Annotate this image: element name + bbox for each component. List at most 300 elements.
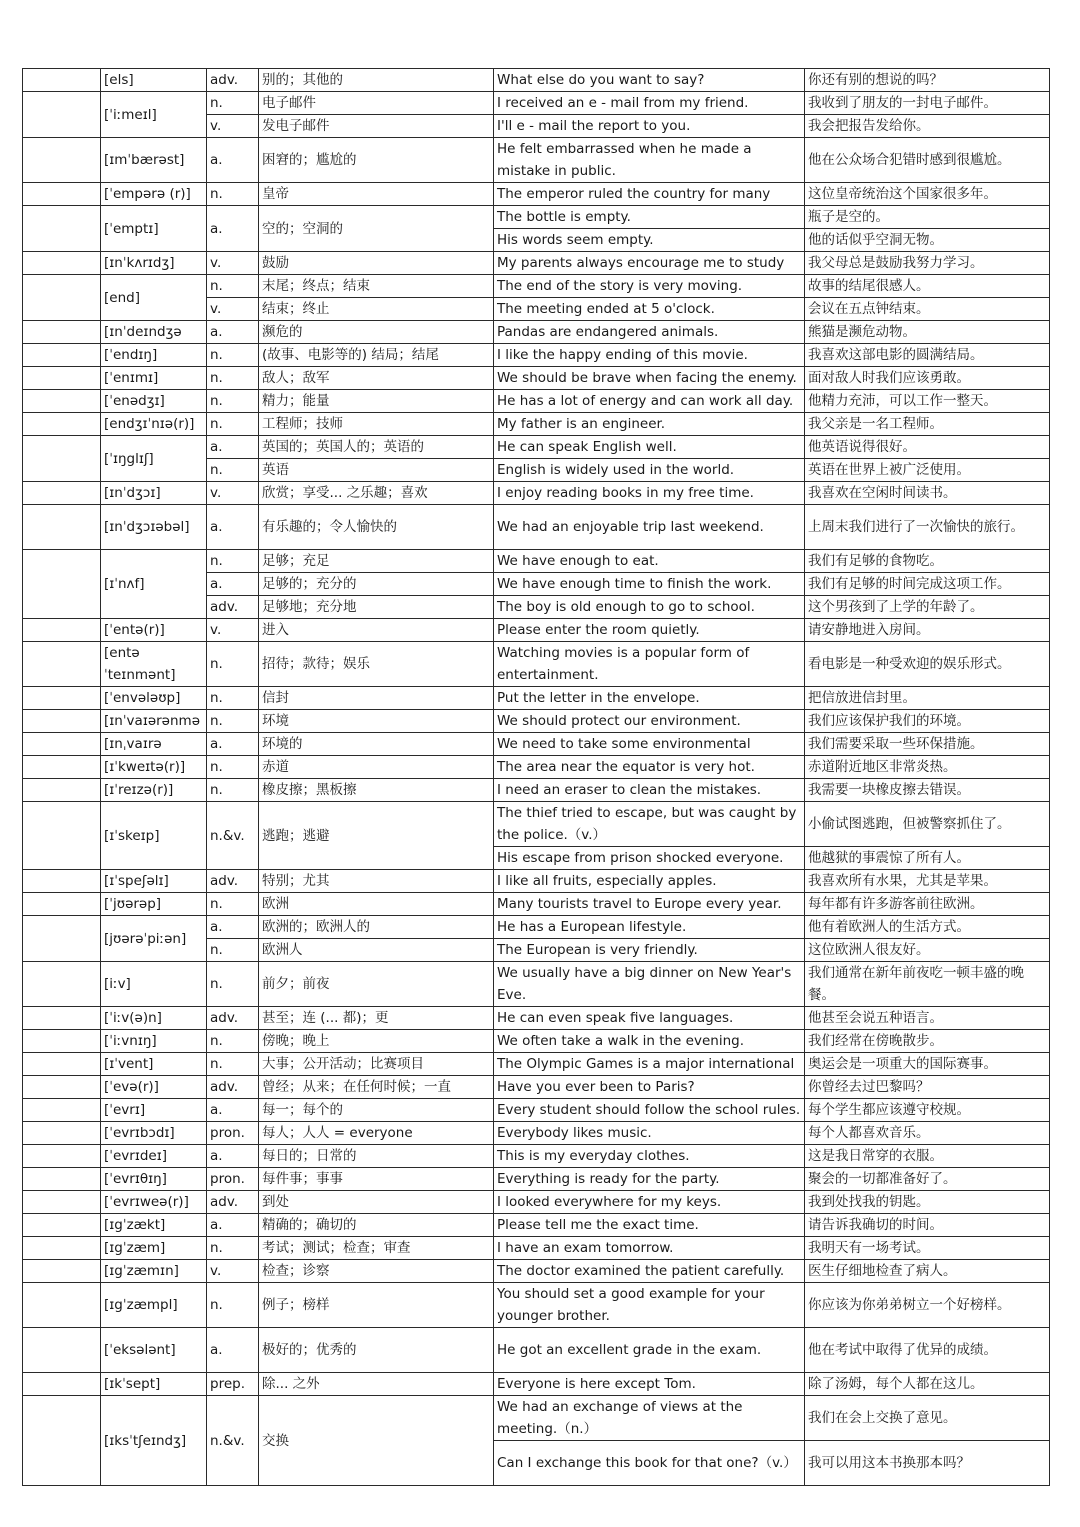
chinese-meaning-cell: 电子邮件 <box>259 92 494 115</box>
example-sentence-cell: We should protect our environment. <box>494 710 805 733</box>
example-translation-cell: 我到处找我的钥匙。 <box>805 1191 1050 1214</box>
word-cell <box>23 550 101 619</box>
chinese-meaning-cell: 大事；公开活动；比赛项目 <box>259 1053 494 1076</box>
chinese-meaning-cell: 招待；款待；娱乐 <box>259 642 494 687</box>
example-sentence-cell: My parents always encourage me to study <box>494 252 805 275</box>
word-cell <box>23 733 101 756</box>
example-translation-cell: 熊猫是濒危动物。 <box>805 321 1050 344</box>
word-cell <box>23 321 101 344</box>
part-of-speech-cell: n. <box>207 962 259 1007</box>
word-cell <box>23 183 101 206</box>
example-translation-cell: 瓶子是空的。 <box>805 206 1050 229</box>
part-of-speech-cell: pron. <box>207 1122 259 1145</box>
example-sentence-cell: Please enter the room quietly. <box>494 619 805 642</box>
word-cell <box>23 1396 101 1486</box>
example-sentence-cell: Everyone is here except Tom. <box>494 1373 805 1396</box>
table-row <box>23 710 1050 733</box>
example-sentence-cell: Please tell me the exact time. <box>494 1214 805 1237</box>
table-row <box>23 321 1050 344</box>
example-translation-cell: 他越狱的事震惊了所有人。 <box>805 847 1050 870</box>
part-of-speech-cell: n. <box>207 413 259 436</box>
phonetic-cell: [ˈiːvnɪŋ] <box>101 1030 207 1053</box>
part-of-speech-cell: a. <box>207 321 259 344</box>
word-cell <box>23 413 101 436</box>
table-row <box>23 206 1050 229</box>
chinese-meaning-cell: 发电子邮件 <box>259 115 494 138</box>
part-of-speech-cell: v. <box>207 482 259 505</box>
chinese-meaning-cell: 末尾；终点；结束 <box>259 275 494 298</box>
word-cell <box>23 870 101 893</box>
phonetic-cell: [ɪgˈzækt] <box>101 1214 207 1237</box>
table-row <box>23 1030 1050 1053</box>
table-row <box>23 505 1050 550</box>
table-row <box>23 1053 1050 1076</box>
example-translation-cell: 我会把报告发给你。 <box>805 115 1050 138</box>
word-cell <box>23 1168 101 1191</box>
example-translation-cell: 我们有足够的食物吃。 <box>805 550 1050 573</box>
example-translation-cell: 我可以用这本书换那本吗？ <box>805 1441 1050 1486</box>
table-row <box>23 1191 1050 1214</box>
example-translation-cell: 把信放进信封里。 <box>805 687 1050 710</box>
phonetic-cell: [ɪnˈkʌrɪdʒ] <box>101 252 207 275</box>
chinese-meaning-cell: 濒危的 <box>259 321 494 344</box>
example-sentence-cell: He got an excellent grade in the exam. <box>494 1328 805 1373</box>
example-sentence-cell: We usually have a big dinner on New Year's Eve. <box>494 962 805 1007</box>
table-row <box>23 1237 1050 1260</box>
example-sentence-cell: We had an enjoyable trip last weekend. <box>494 505 805 550</box>
phonetic-cell: [ˈemptɪ] <box>101 206 207 252</box>
phonetic-cell: [ɪksˈtʃeɪndʒ] <box>101 1396 207 1486</box>
table-row <box>23 756 1050 779</box>
word-cell <box>23 69 101 92</box>
example-translation-cell: 他精力充沛，可以工作一整天。 <box>805 390 1050 413</box>
vocabulary-sheet <box>22 68 1050 1486</box>
example-sentence-cell: Pandas are endangered animals. <box>494 321 805 344</box>
part-of-speech-cell: v. <box>207 1260 259 1283</box>
word-cell <box>23 687 101 710</box>
table-row <box>23 916 1050 939</box>
phonetic-cell: [ˈiːv(ə)n] <box>101 1007 207 1030</box>
chinese-meaning-cell: 英语 <box>259 459 494 482</box>
example-sentence-cell: His words seem empty. <box>494 229 805 252</box>
part-of-speech-cell: n. <box>207 1053 259 1076</box>
phonetic-cell: [iːv] <box>101 962 207 1007</box>
chinese-meaning-cell: 信封 <box>259 687 494 710</box>
word-cell <box>23 390 101 413</box>
chinese-meaning-cell: 敌人；敌军 <box>259 367 494 390</box>
chinese-meaning-cell: 精确的；确切的 <box>259 1214 494 1237</box>
table-row <box>23 1007 1050 1030</box>
example-translation-cell: 聚会的一切都准备好了。 <box>805 1168 1050 1191</box>
word-cell <box>23 1214 101 1237</box>
phonetic-cell: [ɪˈkweɪtə(r)] <box>101 756 207 779</box>
chinese-meaning-cell: 每一；每个的 <box>259 1099 494 1122</box>
phonetic-cell: [ɪnˈdʒɔɪəbəl] <box>101 505 207 550</box>
phonetic-cell: [ˈenvələʊp] <box>101 687 207 710</box>
part-of-speech-cell: a. <box>207 1145 259 1168</box>
chinese-meaning-cell: 检查；诊察 <box>259 1260 494 1283</box>
table-row <box>23 1076 1050 1099</box>
part-of-speech-cell: adv. <box>207 1191 259 1214</box>
word-cell <box>23 275 101 321</box>
part-of-speech-cell: n. <box>207 939 259 962</box>
chinese-meaning-cell: 工程师；技师 <box>259 413 494 436</box>
example-sentence-cell: English is widely used in the world. <box>494 459 805 482</box>
part-of-speech-cell: n. <box>207 367 259 390</box>
word-cell <box>23 1373 101 1396</box>
word-cell <box>23 344 101 367</box>
part-of-speech-cell: n. <box>207 756 259 779</box>
phonetic-cell: [ɪnˈvaɪərənmə <box>101 710 207 733</box>
part-of-speech-cell: v. <box>207 252 259 275</box>
phonetic-cell: [ˈiːmeɪl] <box>101 92 207 138</box>
table-row <box>23 1145 1050 1168</box>
part-of-speech-cell: n. <box>207 687 259 710</box>
part-of-speech-cell: a. <box>207 573 259 596</box>
word-cell <box>23 1099 101 1122</box>
chinese-meaning-cell: 足够的；充分的 <box>259 573 494 596</box>
example-translation-cell: 你曾经去过巴黎吗？ <box>805 1076 1050 1099</box>
example-translation-cell: 这位皇帝统治这个国家很多年。 <box>805 183 1050 206</box>
chinese-meaning-cell: 欧洲人 <box>259 939 494 962</box>
part-of-speech-cell: adv. <box>207 870 259 893</box>
part-of-speech-cell: n. <box>207 183 259 206</box>
part-of-speech-cell: v. <box>207 115 259 138</box>
chinese-meaning-cell: 皇帝 <box>259 183 494 206</box>
word-cell <box>23 367 101 390</box>
part-of-speech-cell: v. <box>207 619 259 642</box>
phonetic-cell: [ˈjʊərəp] <box>101 893 207 916</box>
word-cell <box>23 1260 101 1283</box>
chinese-meaning-cell: 精力；能量 <box>259 390 494 413</box>
part-of-speech-cell: n. <box>207 1237 259 1260</box>
phonetic-cell: [ɪgˈzæmɪn] <box>101 1260 207 1283</box>
part-of-speech-cell: n. <box>207 1030 259 1053</box>
chinese-meaning-cell: 欣赏；享受... 之乐趣；喜欢 <box>259 482 494 505</box>
word-cell <box>23 1237 101 1260</box>
phonetic-cell: [ˈeksələnt] <box>101 1328 207 1373</box>
word-cell <box>23 619 101 642</box>
table-row <box>23 482 1050 505</box>
table-row <box>23 779 1050 802</box>
example-translation-cell: 我明天有一场考试。 <box>805 1237 1050 1260</box>
example-sentence-cell: Everything is ready for the party. <box>494 1168 805 1191</box>
word-cell <box>23 710 101 733</box>
part-of-speech-cell: a. <box>207 916 259 939</box>
example-translation-cell: 赤道附近地区非常炎热。 <box>805 756 1050 779</box>
phonetic-cell: [ɪˈreɪzə(r)] <box>101 779 207 802</box>
example-sentence-cell: Have you ever been to Paris? <box>494 1076 805 1099</box>
part-of-speech-cell: adv. <box>207 596 259 619</box>
example-sentence-cell: I received an e - mail from my friend. <box>494 92 805 115</box>
example-translation-cell: 我们通常在新年前夜吃一顿丰盛的晚餐。 <box>805 962 1050 1007</box>
phonetic-cell: [els] <box>101 69 207 92</box>
chinese-meaning-cell: 足够地；充分地 <box>259 596 494 619</box>
chinese-meaning-cell: 英国的；英国人的；英语的 <box>259 436 494 459</box>
word-cell <box>23 802 101 870</box>
example-sentence-cell: The area near the equator is very hot. <box>494 756 805 779</box>
example-sentence-cell: The doctor examined the patient carefully. <box>494 1260 805 1283</box>
word-cell <box>23 482 101 505</box>
example-translation-cell: 我们经常在傍晚散步。 <box>805 1030 1050 1053</box>
example-translation-cell: 我需要一块橡皮擦去错误。 <box>805 779 1050 802</box>
phonetic-cell: [ˈevə(r)] <box>101 1076 207 1099</box>
example-sentence-cell: The emperor ruled the country for many <box>494 183 805 206</box>
chinese-meaning-cell: 橡皮擦；黑板擦 <box>259 779 494 802</box>
example-translation-cell: 他英语说得很好。 <box>805 436 1050 459</box>
example-sentence-cell: The boy is old enough to go to school. <box>494 596 805 619</box>
chinese-meaning-cell: 前夕；前夜 <box>259 962 494 1007</box>
example-sentence-cell: His escape from prison shocked everyone. <box>494 847 805 870</box>
part-of-speech-cell: a. <box>207 206 259 252</box>
table-row <box>23 69 1050 92</box>
phonetic-cell: [ˈɪŋglɪʃ] <box>101 436 207 482</box>
phonetic-cell: [ˈempərə (r)] <box>101 183 207 206</box>
example-sentence-cell: He has a lot of energy and can work all day. <box>494 390 805 413</box>
example-sentence-cell: Every student should follow the school rules. <box>494 1099 805 1122</box>
table-row <box>23 893 1050 916</box>
example-translation-cell: 奥运会是一项重大的国际赛事。 <box>805 1053 1050 1076</box>
phonetic-cell: [end] <box>101 275 207 321</box>
table-row <box>23 1099 1050 1122</box>
example-sentence-cell: I enjoy reading books in my free time. <box>494 482 805 505</box>
word-cell <box>23 505 101 550</box>
chinese-meaning-cell: 环境的 <box>259 733 494 756</box>
example-sentence-cell: The bottle is empty. <box>494 206 805 229</box>
example-translation-cell: 这个男孩到了上学的年龄了。 <box>805 596 1050 619</box>
example-translation-cell: 他有着欧洲人的生活方式。 <box>805 916 1050 939</box>
example-translation-cell: 请告诉我确切的时间。 <box>805 1214 1050 1237</box>
vocabulary-table-body <box>23 69 1050 1486</box>
example-translation-cell: 我们应该保护我们的环境。 <box>805 710 1050 733</box>
table-row <box>23 1168 1050 1191</box>
part-of-speech-cell: adv. <box>207 1076 259 1099</box>
example-sentence-cell: He has a European lifestyle. <box>494 916 805 939</box>
chinese-meaning-cell: 到处 <box>259 1191 494 1214</box>
phonetic-cell: [ɪnˌvaɪrə <box>101 733 207 756</box>
vocabulary-table <box>22 68 1050 1486</box>
chinese-meaning-cell: 结束；终止 <box>259 298 494 321</box>
example-sentence-cell: I have an exam tomorrow. <box>494 1237 805 1260</box>
table-row <box>23 252 1050 275</box>
example-translation-cell: 面对敌人时我们应该勇敢。 <box>805 367 1050 390</box>
table-row <box>23 275 1050 298</box>
example-sentence-cell: I like all fruits, especially apples. <box>494 870 805 893</box>
example-translation-cell: 医生仔细地检查了病人。 <box>805 1260 1050 1283</box>
phonetic-cell: [ˈevrɪweə(r)] <box>101 1191 207 1214</box>
example-sentence-cell: We often take a walk in the evening. <box>494 1030 805 1053</box>
example-translation-cell: 我喜欢所有水果，尤其是苹果。 <box>805 870 1050 893</box>
phonetic-cell: [endʒɪˈnɪə(r)] <box>101 413 207 436</box>
part-of-speech-cell: n. <box>207 550 259 573</box>
phonetic-cell: [ɪˈskeɪp] <box>101 802 207 870</box>
example-sentence-cell: The European is very friendly. <box>494 939 805 962</box>
part-of-speech-cell: a. <box>207 1099 259 1122</box>
table-row <box>23 367 1050 390</box>
example-sentence-cell: He can speak English well. <box>494 436 805 459</box>
example-sentence-cell: I looked everywhere for my keys. <box>494 1191 805 1214</box>
example-translation-cell: 他在考试中取得了优异的成绩。 <box>805 1328 1050 1373</box>
table-row <box>23 390 1050 413</box>
chinese-meaning-cell: 赤道 <box>259 756 494 779</box>
chinese-meaning-cell: 足够；充足 <box>259 550 494 573</box>
word-cell <box>23 1122 101 1145</box>
table-row <box>23 1328 1050 1373</box>
phonetic-cell: [ˈevrɪbɔdɪ] <box>101 1122 207 1145</box>
phonetic-cell: [ɪnˈdeɪndʒə <box>101 321 207 344</box>
chinese-meaning-cell: 进入 <box>259 619 494 642</box>
word-cell <box>23 962 101 1007</box>
phonetic-cell: [ɪgˈzæm] <box>101 1237 207 1260</box>
example-sentence-cell: The meeting ended at 5 o'clock. <box>494 298 805 321</box>
table-row <box>23 1122 1050 1145</box>
word-cell <box>23 916 101 962</box>
example-translation-cell: 每年都有许多游客前往欧洲。 <box>805 893 1050 916</box>
example-sentence-cell: I like the happy ending of this movie. <box>494 344 805 367</box>
phonetic-cell: [entəˈteɪnmənt] <box>101 642 207 687</box>
word-cell <box>23 893 101 916</box>
phonetic-cell: [ˈentə(r)] <box>101 619 207 642</box>
word-cell <box>23 779 101 802</box>
part-of-speech-cell: a. <box>207 505 259 550</box>
example-translation-cell: 这是我日常穿的衣服。 <box>805 1145 1050 1168</box>
phonetic-cell: [ɪgˈzæmpl] <box>101 1283 207 1328</box>
chinese-meaning-cell: 除... 之外 <box>259 1373 494 1396</box>
example-translation-cell: 我父亲是一名工程师。 <box>805 413 1050 436</box>
part-of-speech-cell: a. <box>207 733 259 756</box>
table-row <box>23 642 1050 687</box>
table-row <box>23 1396 1050 1441</box>
example-sentence-cell: We need to take some environmental <box>494 733 805 756</box>
phonetic-cell: [ɪˈvent] <box>101 1053 207 1076</box>
word-cell <box>23 1191 101 1214</box>
word-cell <box>23 756 101 779</box>
chinese-meaning-cell: 欧洲的；欧洲人的 <box>259 916 494 939</box>
example-translation-cell: 除了汤姆，每个人都在这儿。 <box>805 1373 1050 1396</box>
example-sentence-cell: We have enough time to finish the work. <box>494 573 805 596</box>
table-row <box>23 1283 1050 1328</box>
word-cell <box>23 1283 101 1328</box>
part-of-speech-cell: n. <box>207 390 259 413</box>
chinese-meaning-cell: 逃跑；逃避 <box>259 802 494 870</box>
word-cell <box>23 642 101 687</box>
word-cell <box>23 1053 101 1076</box>
example-translation-cell: 他的话似乎空洞无物。 <box>805 229 1050 252</box>
chinese-meaning-cell: 有乐趣的；令人愉快的 <box>259 505 494 550</box>
example-sentence-cell: My father is an engineer. <box>494 413 805 436</box>
table-row <box>23 733 1050 756</box>
phonetic-cell: [ˈenɪmɪ] <box>101 367 207 390</box>
phonetic-cell: [jʊərəˈpiːən] <box>101 916 207 962</box>
word-cell <box>23 252 101 275</box>
chinese-meaning-cell: 每日的；日常的 <box>259 1145 494 1168</box>
part-of-speech-cell: a. <box>207 1214 259 1237</box>
example-sentence-cell: Can I exchange this book for that one?（v.） <box>494 1441 805 1486</box>
chinese-meaning-cell: 困窘的；尴尬的 <box>259 138 494 183</box>
part-of-speech-cell: n. <box>207 92 259 115</box>
part-of-speech-cell: n. <box>207 1283 259 1328</box>
part-of-speech-cell: n. <box>207 642 259 687</box>
phonetic-cell: [ˈevrɪ] <box>101 1099 207 1122</box>
part-of-speech-cell: n.&v. <box>207 802 259 870</box>
example-translation-cell: 每个人都喜欢音乐。 <box>805 1122 1050 1145</box>
part-of-speech-cell: n. <box>207 710 259 733</box>
example-sentence-cell: We should be brave when facing the enemy. <box>494 367 805 390</box>
example-sentence-cell: I'll e - mail the report to you. <box>494 115 805 138</box>
part-of-speech-cell: a. <box>207 1328 259 1373</box>
phonetic-cell: [ɪˈspeʃəlɪ] <box>101 870 207 893</box>
chinese-meaning-cell: (故事、电影等的) 结局；结尾 <box>259 344 494 367</box>
phonetic-cell: [ɪmˈbærəst] <box>101 138 207 183</box>
table-row <box>23 870 1050 893</box>
example-sentence-cell: I need an eraser to clean the mistakes. <box>494 779 805 802</box>
example-translation-cell: 我喜欢在空闲时间读书。 <box>805 482 1050 505</box>
table-row <box>23 344 1050 367</box>
word-cell <box>23 1030 101 1053</box>
table-row <box>23 436 1050 459</box>
chinese-meaning-cell: 欧洲 <box>259 893 494 916</box>
example-sentence-cell: We had an exchange of views at the meeting.（n.） <box>494 1396 805 1441</box>
phonetic-cell: [ɪnˈdʒɔɪ] <box>101 482 207 505</box>
table-row <box>23 92 1050 115</box>
phonetic-cell: [ɪˈnʌf] <box>101 550 207 619</box>
word-cell <box>23 1328 101 1373</box>
part-of-speech-cell: pron. <box>207 1168 259 1191</box>
phonetic-cell: [ˈendɪŋ] <box>101 344 207 367</box>
example-translation-cell: 你应该为你弟弟树立一个好榜样。 <box>805 1283 1050 1328</box>
example-translation-cell: 上周末我们进行了一次愉快的旅行。 <box>805 505 1050 550</box>
example-sentence-cell: He can even speak five languages. <box>494 1007 805 1030</box>
chinese-meaning-cell: 每人；人人 = everyone <box>259 1122 494 1145</box>
word-cell <box>23 92 101 138</box>
example-sentence-cell: Watching movies is a popular form of entertainment. <box>494 642 805 687</box>
example-sentence-cell: Everybody likes music. <box>494 1122 805 1145</box>
table-row <box>23 1214 1050 1237</box>
table-row <box>23 687 1050 710</box>
example-translation-cell: 我收到了朋友的一封电子邮件。 <box>805 92 1050 115</box>
part-of-speech-cell: n.&v. <box>207 1396 259 1486</box>
example-translation-cell: 他甚至会说五种语言。 <box>805 1007 1050 1030</box>
example-sentence-cell: The Olympic Games is a major international <box>494 1053 805 1076</box>
part-of-speech-cell: n. <box>207 779 259 802</box>
example-sentence-cell: The thief tried to escape, but was caught by the police.（v.） <box>494 802 805 847</box>
phonetic-cell: [ˈevrɪdeɪ] <box>101 1145 207 1168</box>
part-of-speech-cell: adv. <box>207 1007 259 1030</box>
chinese-meaning-cell: 考试；测试；检查；审查 <box>259 1237 494 1260</box>
part-of-speech-cell: v. <box>207 298 259 321</box>
phonetic-cell: [ˈenədʒɪ] <box>101 390 207 413</box>
word-cell <box>23 206 101 252</box>
part-of-speech-cell: n. <box>207 344 259 367</box>
example-translation-cell: 每个学生都应该遵守校规。 <box>805 1099 1050 1122</box>
part-of-speech-cell: prep. <box>207 1373 259 1396</box>
example-sentence-cell: Put the letter in the envelope. <box>494 687 805 710</box>
word-cell <box>23 1145 101 1168</box>
table-row <box>23 413 1050 436</box>
word-cell <box>23 1076 101 1099</box>
part-of-speech-cell: n. <box>207 459 259 482</box>
chinese-meaning-cell: 每件事；事事 <box>259 1168 494 1191</box>
example-translation-cell: 看电影是一种受欢迎的娱乐形式。 <box>805 642 1050 687</box>
table-row <box>23 802 1050 847</box>
word-cell <box>23 1007 101 1030</box>
chinese-meaning-cell: 环境 <box>259 710 494 733</box>
example-translation-cell: 小偷试图逃跑，但被警察抓住了。 <box>805 802 1050 847</box>
table-row <box>23 183 1050 206</box>
example-translation-cell: 你还有别的想说的吗？ <box>805 69 1050 92</box>
phonetic-cell: [ˈevrɪθɪŋ] <box>101 1168 207 1191</box>
chinese-meaning-cell: 傍晚；晚上 <box>259 1030 494 1053</box>
